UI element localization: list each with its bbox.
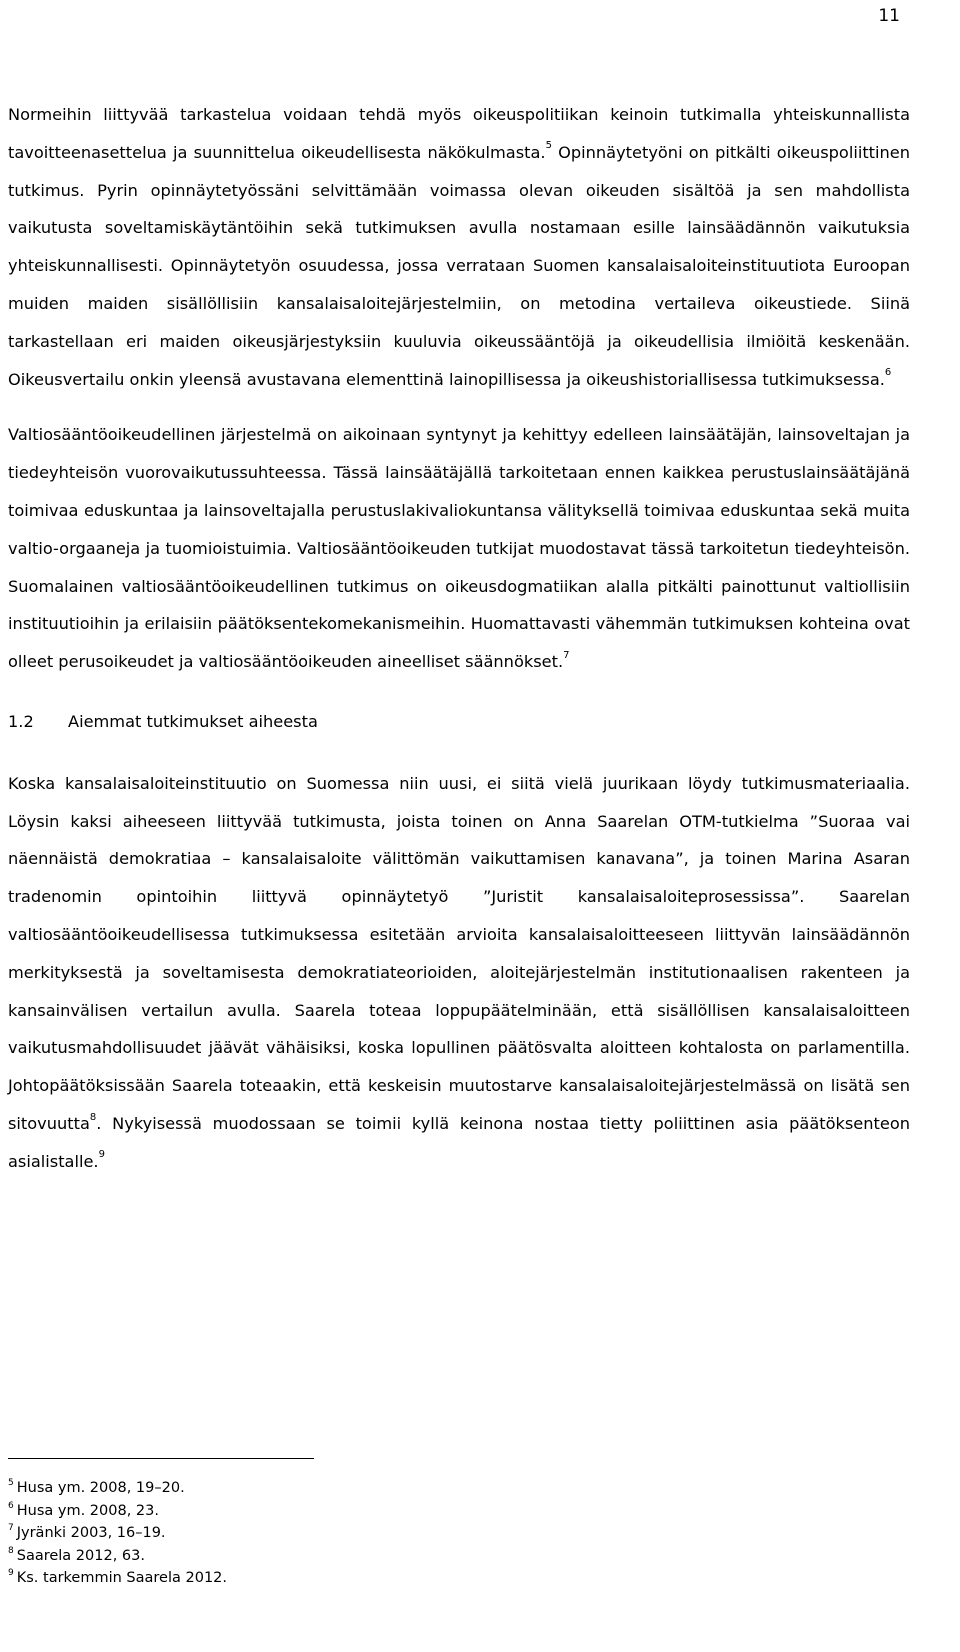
footnote-mark: 5	[8, 1478, 14, 1489]
intro-paragraph-2	[8, 416, 910, 681]
footnote-mark: 7	[8, 1523, 14, 1534]
footnote-item	[8, 1545, 888, 1568]
footnote-item	[8, 1522, 888, 1545]
paragraph-text: Koska kansalaisaloiteinstituutio on Suomessa niin uusi, ei siitä vielä juurikaan löydy tutkimusmateriaalia. Löysin kaksi aiheeseen liittyvää tutkimusta, joista toinen on Anna Saarelan OTM-tutkielma ”Suoraa vai näennäistä demokratiaa – kansalaisaloite välittömän vaikuttamisen kanavana”, ja toinen Marina Asaran tradenomin opintoihin liittyvä opinnäytetyö ”Juristit kansalaisaloiteprosessissa”. Saarelan valtiosääntöoikeudellisessa tutkimuksessa esitetään arvioita kansalaisaloitteeseen liittyvän lainsäädännön merkityksestä ja soveltamisesta demokratiateorioiden, aloitejärjestelmän institutionaalisen rakenteen ja kansainvälisen vertailun avulla. Saarela toteaa loppupäätelminään, että sisällöllisen kansalaisaloitteen vaikutusmahdollisuudet jäävät vähäisiksi, koska lopullinen päätösvalta aloitteen kohtalosta on parlamentilla. Johtopäätöksissään Saarela toteaakin, että keskeisin muutostarve kansalaisaloitejärjestelmässä on lisätä sen sitovuutta	[8, 773, 910, 1133]
footnote-text: Ks. tarkemmin Saarela 2012.	[16, 1570, 227, 1586]
footnote-mark: 9	[8, 1568, 14, 1579]
page-number: 11	[878, 6, 900, 26]
footnotes	[8, 1458, 888, 1590]
paragraph-text: Valtiosääntöoikeudellinen järjestelmä on aikoinaan syntynyt ja kehittyy edelleen lainsäätäjän, lainsoveltajan ja tiedeyhteisön vuorovaikutussuhteessa. Tässä lainsäätäjällä tarkoitetaan ennen kaikkea perustuslainsäätäjänä toimivaa eduskuntaa ja lainsoveltajalla perustuslakivaliokuntansa välityksellä toimivaa eduskuntaa sekä muita valtio-orgaaneja ja tuomioistuimia. Valtiosääntöoikeuden tutkijat muodostavat tässä tarkoitetun tiedeyhteisön. Suomalainen valtiosääntöoikeudellinen tutkimus on oikeusdogmatiikan alalla pitkälti painottunut valtiollisiin instituutioihin ja erilaisiin päätöksentekomekanismeihin. Huomattavasti vähemmän tutkimuksen kohteina ovat olleet perusoikeudet ja valtiosääntöoikeuden aineelliset säännökset.	[8, 425, 910, 672]
footnote-ref-7[interactable]: 7	[563, 649, 570, 661]
section-paragraph-1	[8, 765, 910, 1181]
footnote-ref-8[interactable]: 8	[89, 1111, 97, 1123]
body-text	[0, 96, 960, 1181]
paragraph-text: Opinnäytetyöni on pitkälti oikeuspoliittinen tutkimus. Pyrin opinnäytetyössäni selvittämään voimassa olevan oikeuden sisältöä ja sen mahdollista vaikutusta soveltamiskäytäntöihin sekä tutkimuksen avulla nostamaan esille lainsäädännön vaikutuksia yhteiskunnallisesti. Opinnäytetyön osuudessa, jossa verrataan Suomen kansalaisaloiteinstituutiota Euroopan muiden maiden sisällöllisiin kansalaisaloitejärjestelmiin, on metodina vertaileva oikeustiede. Siinä tarkastellaan eri maiden oikeusjärjestyksiin kuuluvia oikeussääntöjä ja oikeudellisia ilmiöitä keskenään. Oikeusvertailu onkin yleensä avustavana elementtinä lainopillisessa ja oikeushistoriallisessa tutkimuksessa.	[8, 142, 910, 389]
paragraph-text: Normeihin liittyvää tarkastelua voidaan tehdä myös oikeuspolitiikan keinoin tutkimalla yhteiskunnallista tavoitteenasettelua ja suunnittelua oikeudellisesta näkökulmasta.	[8, 105, 910, 162]
footnote-mark: 8	[8, 1545, 14, 1556]
section-title: Aiemmat tutkimukset aiheesta	[68, 711, 318, 731]
footnote-item	[8, 1567, 888, 1590]
footnote-ref-6[interactable]: 6	[884, 367, 892, 379]
intro-paragraph-1	[8, 96, 910, 398]
footnote-divider	[8, 1458, 314, 1459]
footnote-text: Husa ym. 2008, 23.	[16, 1502, 159, 1519]
footnote-item	[8, 1477, 888, 1500]
section-number: 1.2	[8, 711, 34, 731]
footnote-text: Husa ym. 2008, 19–20.	[16, 1480, 185, 1496]
section-heading	[8, 703, 910, 741]
footnote-text: Jyränki 2003, 16–19.	[16, 1525, 166, 1541]
footnote-text: Saarela 2012, 63.	[16, 1547, 145, 1564]
footnote-ref-9[interactable]: 9	[98, 1149, 105, 1161]
footnote-ref-5[interactable]: 5	[545, 140, 552, 152]
footnote-mark: 6	[8, 1500, 14, 1511]
footnote-item	[8, 1500, 888, 1523]
paragraph-text: . Nykyisessä muodossaan se toimii kyllä keinona nostaa tietty poliittinen asia päätöksenteon asialistalle.	[8, 1113, 910, 1171]
